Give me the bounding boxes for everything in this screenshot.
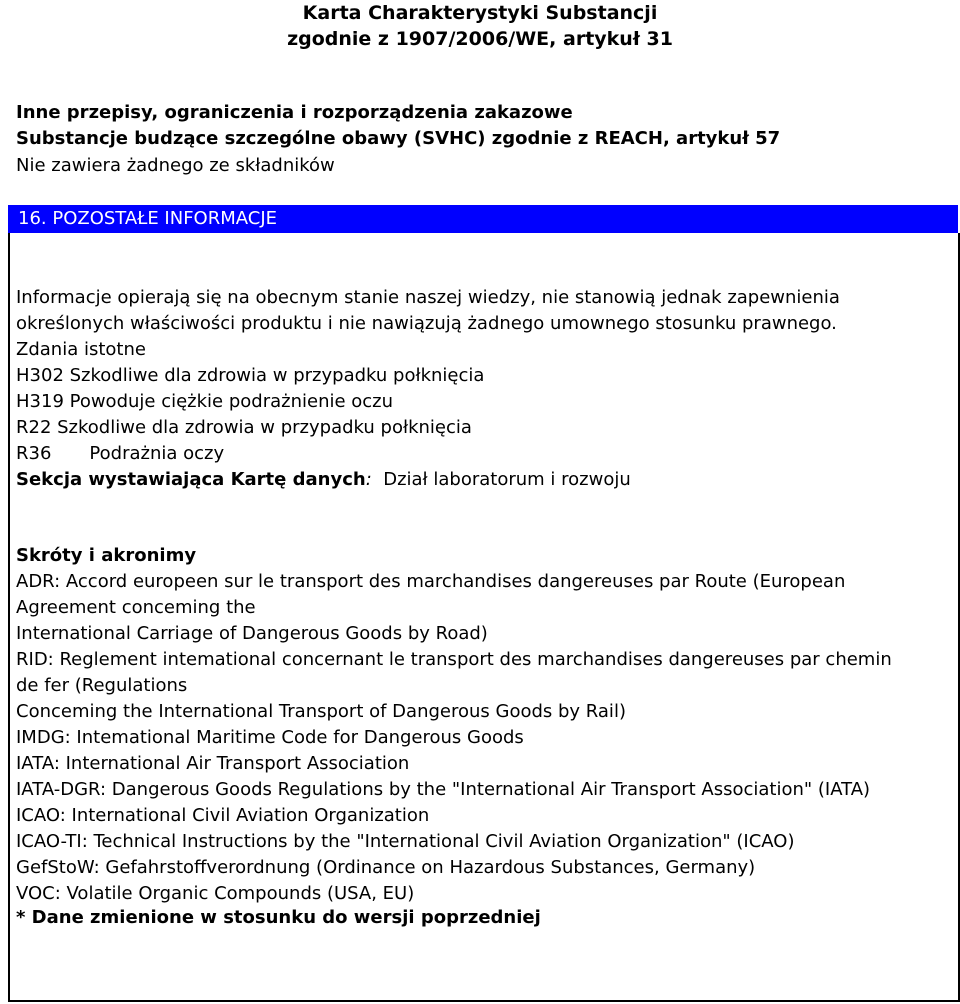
issuer-label: Sekcja wystawiająca Kartę danych bbox=[16, 469, 366, 490]
svhc-value: Nie zawiera żadnego ze składników bbox=[16, 155, 335, 176]
phrase-r22: R22 Szkodliwe dla zdrowia w przypadku połknięcia bbox=[16, 417, 472, 438]
section-16-title: 16. POZOSTAŁE INFORMACJE bbox=[18, 208, 277, 229]
abbr-line: International Carriage of Dangerous Goods by Road) bbox=[16, 623, 488, 644]
relevant-phrases-heading: Zdania istotne bbox=[16, 339, 146, 360]
abbr-line: IATA: International Air Transport Association bbox=[16, 753, 410, 774]
abbr-line: Agreement conceming the bbox=[16, 597, 256, 618]
phrase-h302: H302 Szkodliwe dla zdrowia w przypadku połknięcia bbox=[16, 365, 485, 386]
abbr-line: ADR: Accord europeen sur le transport des marchandises dangereuses par Route (European bbox=[16, 571, 846, 592]
abbr-line: IMDG: Intemational Maritime Code for Dangerous Goods bbox=[16, 727, 524, 748]
abbr-line: VOC: Volatile Organic Compounds (USA, EU) bbox=[16, 883, 415, 904]
phrase-r36 bbox=[16, 441, 224, 467]
issuer-line bbox=[16, 467, 631, 493]
svhc-heading: Substancje budzące szczególne obawy (SVHC) zgodnie z REACH, artykuł 57 bbox=[16, 128, 781, 149]
abbr-line: ICAO: International Civil Aviation Organization bbox=[16, 805, 430, 826]
abbr-line: de fer (Regulations bbox=[16, 675, 188, 696]
phrase-r36-code: R36 bbox=[16, 443, 52, 464]
abbr-line: ICAO-TI: Technical Instructions by the "International Civil Aviation Organization" (ICAO) bbox=[16, 831, 795, 852]
abbreviations-heading: Skróty i akronimy bbox=[16, 545, 197, 566]
regulations-heading: Inne przepisy, ograniczenia i rozporządzenia zakazowe bbox=[16, 102, 573, 123]
abbr-line: IATA-DGR: Dangerous Goods Regulations by the "International Air Transport Association" (IATA) bbox=[16, 779, 871, 800]
section-16-header bbox=[8, 205, 958, 233]
abbr-line: RID: Reglement intemational concernant le transport des marchandises dangereuses par chemin bbox=[16, 649, 892, 670]
changes-note: * Dane zmienione w stosunku do wersji poprzedniej bbox=[16, 907, 541, 928]
intro-line-1: Informacje opierają się na obecnym stanie naszej wiedzy, nie stanowią jednak zapewnienia bbox=[16, 287, 840, 308]
issuer-colon: : bbox=[365, 469, 372, 490]
document-subtitle: zgodnie z 1907/2006/WE, artykuł 31 bbox=[287, 28, 673, 50]
document-title: Karta Charakterystyki Substancji bbox=[302, 2, 658, 24]
phrase-h319: H319 Powoduje ciężkie podrażnienie oczu bbox=[16, 391, 394, 412]
abbr-line: Conceming the International Transport of Dangerous Goods by Rail) bbox=[16, 701, 626, 722]
intro-line-2: określonych właściwości produktu i nie nawiązują żadnego umownego stosunku prawnego. bbox=[16, 313, 837, 334]
phrase-r36-text: Podrażnia oczy bbox=[89, 443, 225, 464]
abbr-line: GefStoW: Gefahrstoffverordnung (Ordinance on Hazardous Substances, Germany) bbox=[16, 857, 756, 878]
issuer-value: Dział laboratorum i rozwoju bbox=[383, 469, 631, 490]
